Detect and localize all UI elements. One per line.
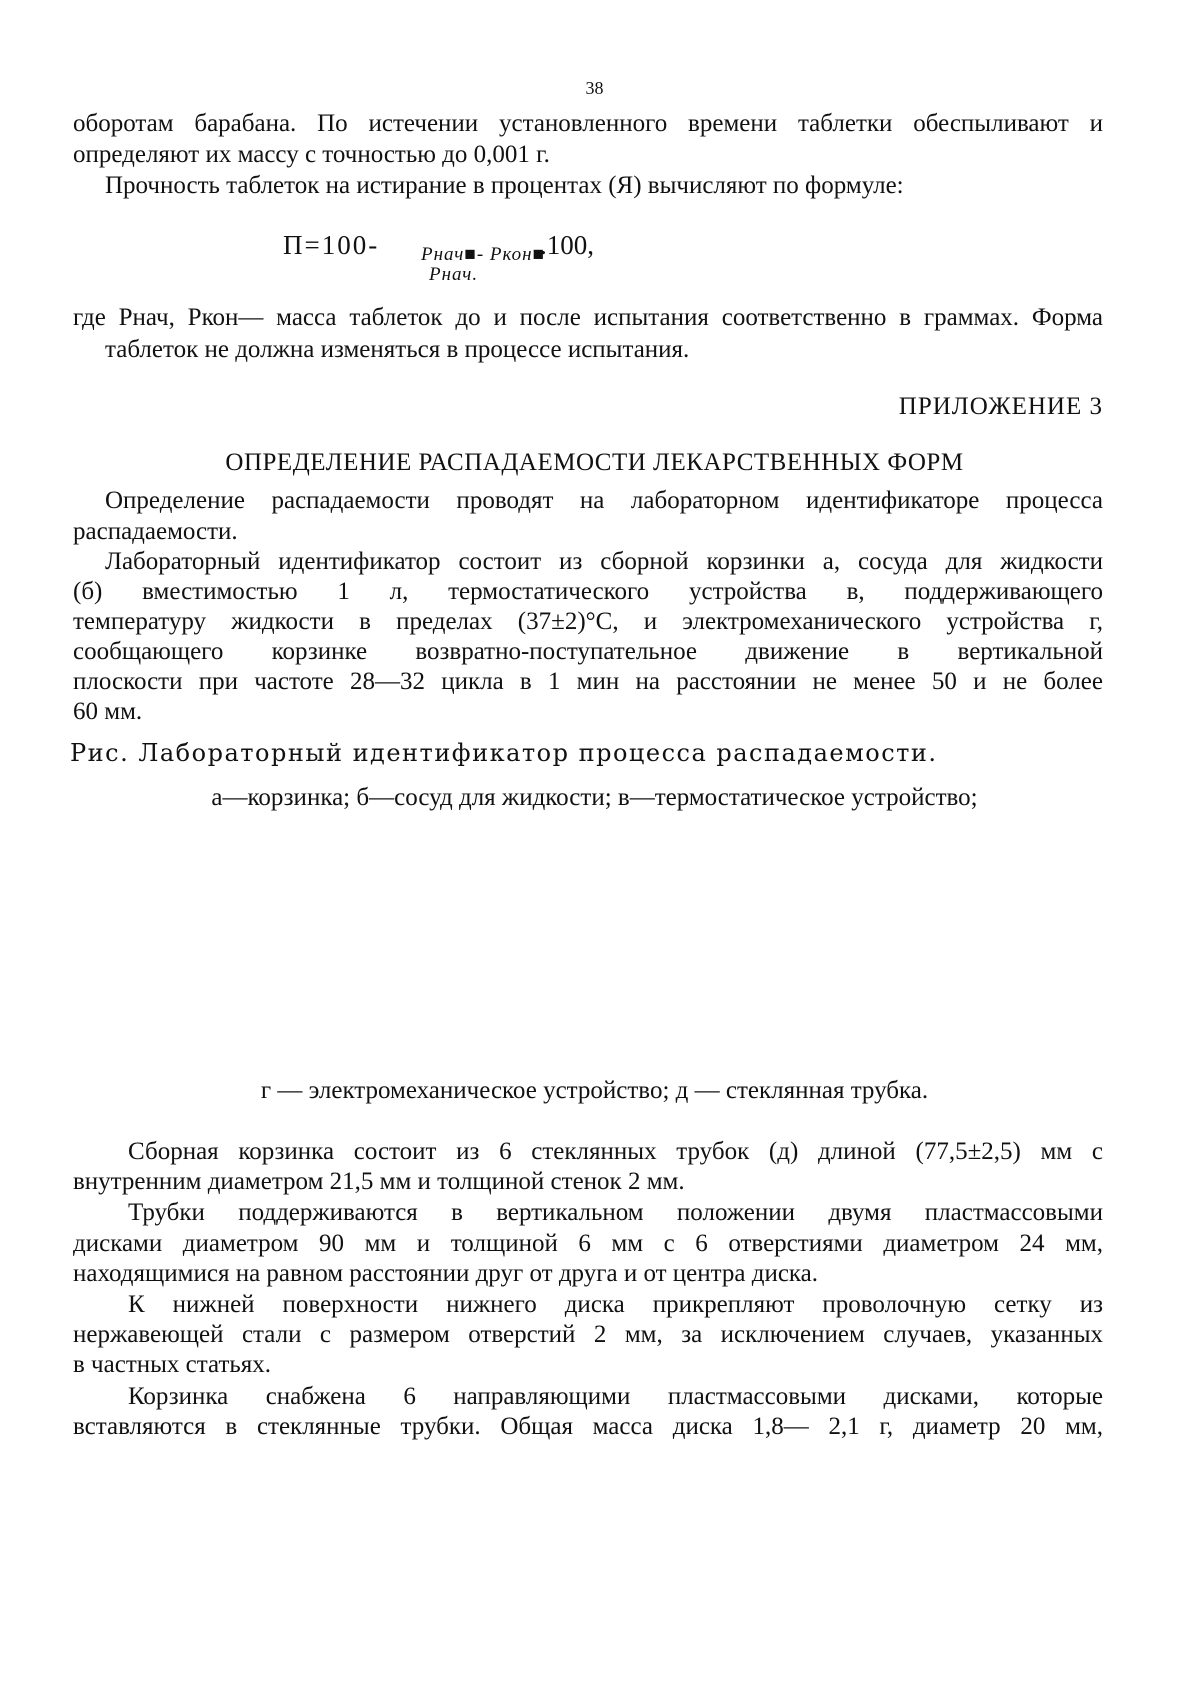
paragraph-2: Прочность таблеток на истирание в процентах (Я) вычисляют по формуле:: [105, 172, 904, 199]
figure-legend-2: г — электромеханическое устройство; д — стеклянная трубка.: [260, 1077, 929, 1104]
figure-legend-1: а—корзинка; б—сосуд для жидкости; в—термостатическое устройство;: [211, 784, 978, 811]
figure-caption: Рис. Лабораторный идентификатор процесса распадаемости.: [70, 739, 938, 767]
paragraph-7-line-3: находящимися на равном расстоянии друг от друга и от центра диска.: [73, 1260, 819, 1287]
paragraph-4-line-2: распадаемости.: [73, 518, 238, 545]
formula-suffix: .100,: [540, 230, 594, 260]
paragraph-1-line-1: оборотам барабана. По истечении установленного времени таблетки обеспыливают и: [73, 110, 1103, 137]
paragraph-7-line-1: Трубки поддерживаются в вертикальном положении двумя пластмассовыми: [128, 1199, 1103, 1226]
paragraph-5-line-5: плоскости при частоте 28—32 цикла в 1 мин на расстоянии не менее 50 и не более: [73, 668, 1103, 695]
paragraph-3-line-2: таблеток не должна изменяться в процессе испытания.: [105, 336, 690, 363]
paragraph-6-line-2: внутренним диаметром 21,5 мм и толщиной стенок 2 мм.: [73, 1168, 685, 1195]
paragraph-9-line-1: Корзинка снабжена 6 направляющими пластмассовыми дисками, которые: [128, 1383, 1103, 1410]
formula-numerator: Рнач■- Ркон■: [421, 244, 546, 265]
paragraph-7-line-2: дисками диаметром 90 мм и толщиной 6 мм с 6 отверстиями диаметром 24 мм,: [73, 1230, 1103, 1257]
paragraph-8-line-3: в частных статьях.: [73, 1351, 272, 1378]
paragraph-5-line-6: 60 мм.: [73, 698, 143, 725]
formula-prefix: П=100-: [283, 230, 380, 260]
paragraph-6-line-1: Сборная корзинка состоит из 6 стеклянных трубок (д) длиной (77,5±2,5) мм с: [128, 1138, 1103, 1165]
paragraph-9-line-2: вставляются в стеклянные трубки. Общая масса диска 1,8— 2,1 г, диаметр 20 мм,: [73, 1413, 1103, 1440]
paragraph-4-line-1: Определение распадаемости проводят на лабораторном идентификаторе процесса: [105, 487, 1103, 514]
paragraph-1-line-2: определяют их массу с точностью до 0,001 г.: [73, 141, 550, 168]
appendix-label: ПРИЛОЖЕНИЕ 3: [898, 393, 1103, 420]
formula-denominator: Рнач.: [429, 264, 479, 285]
paragraph-8-line-2: нержавеющей стали с размером отверстий 2 мм, за исключением случаев, указанных: [73, 1321, 1103, 1348]
abrasion-formula: [283, 230, 594, 285]
paragraph-3-line-1: где Рнач, Ркон— масса таблеток до и после испытания соответственно в граммах. Форма: [73, 304, 1103, 331]
paragraph-5-line-1: Лабораторный идентификатор состоит из сборной корзинки а, сосуда для жидкости: [105, 548, 1103, 575]
paragraph-8-line-1: К нижней поверхности нижнего диска прикрепляют проволочную сетку из: [128, 1291, 1103, 1318]
figure-placeholder: [73, 880, 1103, 1150]
page-number: 38: [585, 78, 604, 98]
paragraph-5-line-2: (б) вместимостью 1 л, термостатического устройства в, поддерживающего: [73, 578, 1103, 605]
paragraph-5-line-4: сообщающего корзинке возвратно-поступательное движение в вертикальной: [73, 638, 1103, 665]
section-title: ОПРЕДЕЛЕНИЕ РАСПАДАЕМОСТИ ЛЕКАРСТВЕННЫХ ФОРМ: [225, 449, 964, 476]
paragraph-5-line-3: температуру жидкости в пределах (37±2)°С, и электромеханического устройства г,: [73, 608, 1103, 635]
